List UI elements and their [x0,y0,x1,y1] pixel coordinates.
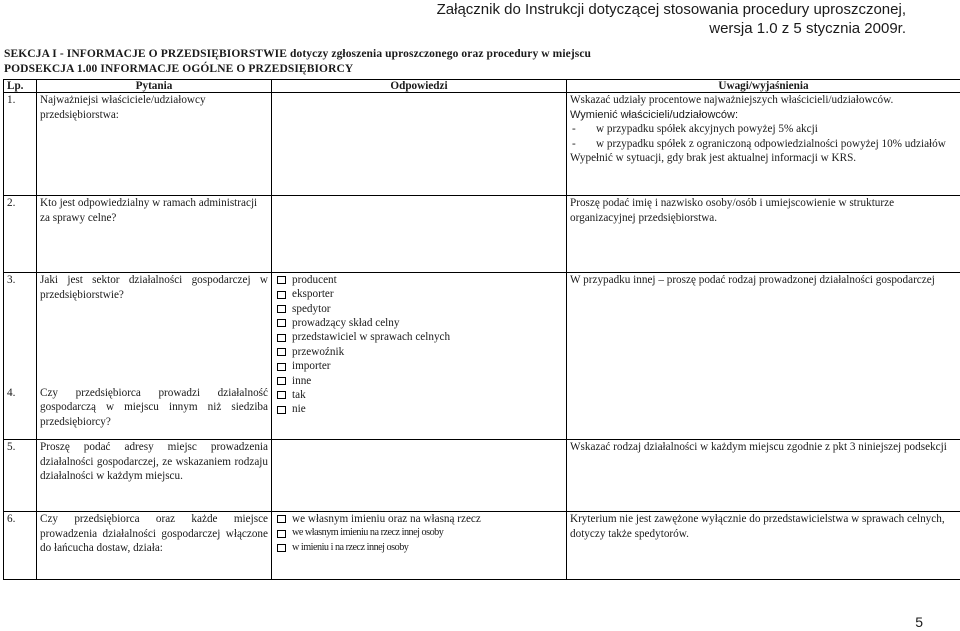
checkbox-option[interactable] [275,316,563,330]
checkbox-option[interactable] [275,512,563,526]
option-label: we własnym imieniu na rzecz innej osoby [292,527,444,539]
option-label: inne [292,374,312,387]
option-label: we własnym imieniu oraz na własną rzecz [292,512,481,525]
checkbox-option[interactable] [275,345,563,359]
option-label: przewoźnik [292,345,345,358]
checkbox-icon[interactable] [277,377,286,385]
question-cell [37,440,272,512]
option-label: prowadzący skład celny [292,317,400,330]
table-row [4,273,960,386]
activity-options [275,512,563,555]
checkbox-icon[interactable] [277,348,286,356]
header-line-1: Załącznik do Instrukcji dotyczącej stosowania procedury uproszczonej, [436,1,906,18]
page-number: 5 [915,614,923,630]
row-number: 6. [4,512,37,580]
question-cell [37,512,272,580]
answer-cell[interactable] [272,196,567,273]
checkbox-icon[interactable] [277,334,286,342]
checkbox-option[interactable] [275,374,563,388]
questionnaire-table [3,79,960,580]
option-label: nie [292,403,306,416]
table-header-row [4,80,960,93]
checkbox-icon[interactable] [277,530,286,538]
checkbox-option[interactable] [275,541,563,555]
checkbox-option[interactable] [275,331,563,345]
subsection-title: PODSEKCJA 1.00 INFORMACJE OGÓLNE O PRZEDSIĘBIORCY [4,63,354,75]
checkbox-icon[interactable] [277,515,286,523]
notes-cell [567,440,960,512]
row-number: 3. [4,273,37,386]
question-text: Proszę podać adresy miejsc prowadzenia działalności gospodarczej, ze wskazaniem rodzaju działalności w każdym miejscu. [40,441,268,483]
option-label: eksporter [292,288,334,301]
checkbox-icon[interactable] [277,544,286,552]
col-header-lp: Lp. [4,80,37,93]
table-row [4,93,960,196]
option-label: tak [292,389,306,402]
answer-cell[interactable] [272,440,567,512]
notes-cell [567,93,960,196]
note-bullet-text: w przypadku spółek z ograniczoną odpowiedzialności powyżej 10% udziałów [596,137,946,150]
row-number: 1. [4,93,37,196]
checkbox-option[interactable] [275,388,563,402]
checkbox-option[interactable] [275,526,563,540]
row-number: 5. [4,440,37,512]
document-header [437,0,906,38]
note-bullet-text: w przypadku spółek akcyjnych powyżej 5% akcji [596,123,818,136]
option-label: w imieniu i na rzecz innej osoby [292,541,409,553]
note-line: Wypełnić w sytuacji, gdy brak jest aktualnej informacji w KRS. [570,152,857,165]
table-row [4,440,960,512]
question-text: Najważniejsi właściciele/udziałowcy przedsiębiorstwa: [40,94,206,121]
question-text: Kto jest odpowiedzialny w ramach administracji za sprawy celne? [40,197,258,224]
checkbox-icon[interactable] [277,406,286,414]
question-cell [37,196,272,273]
note-bullet: - w przypadku spółek z ograniczoną odpowiedzialności powyżej 10% udziałów [572,137,946,150]
note-text: W przypadku innej – proszę podać rodzaj prowadzonej działalności gospodarczej [570,274,935,286]
row-number: 4. [4,386,37,440]
checkbox-icon[interactable] [277,305,286,313]
question-cell [37,273,272,386]
notes-cell [567,273,960,440]
checkbox-option[interactable] [275,287,563,301]
checkbox-icon[interactable] [277,276,286,284]
checkbox-icon[interactable] [277,319,286,327]
checkbox-option[interactable] [275,359,563,373]
notes-cell [567,196,960,273]
col-header-questions: Pytania [37,80,272,93]
checkbox-icon[interactable] [277,291,286,299]
note-line: Wymienić właścicieli/udziałowców: [570,108,739,121]
table-row [4,512,960,580]
question-text: Jaki jest sektor działalności gospodarczej w przedsiębiorstwie? [40,274,268,301]
question-text: Czy przedsiębiorca oraz każde miejsce prowadzenia działalności gospodarczej włączone do łańcucha dostaw, działa: [40,513,268,555]
notes-cell [567,512,960,580]
note-line: Wskazać udziały procentowe najważniejszych właścicieli/udziałowców. [570,94,894,106]
checkbox-icon[interactable] [277,391,286,399]
answer-cell[interactable] [272,93,567,196]
section-title: SEKCJA I - INFORMACJE O PRZEDSIĘBIORSTWIE dotyczy zgłoszenia uproszczonego oraz procedury w miejscu [4,48,592,60]
question-text: Czy przedsiębiorca prowadzi działalność gospodarczą w miejscu innym niż siedziba przedsiębiorcy? [40,386,268,428]
sector-options [275,273,563,417]
option-label: spedytor [292,302,331,315]
option-label: producent [292,273,337,286]
checkbox-option[interactable] [275,273,563,287]
col-header-answers: Odpowiedzi [272,80,567,93]
question-cell [37,386,272,440]
row-number: 2. [4,196,37,273]
table-row [4,196,960,273]
option-label: importer [292,360,331,373]
checkbox-option[interactable] [275,403,563,417]
col-header-notes: Uwagi/wyjaśnienia [567,80,960,93]
question-cell [37,93,272,196]
note-text: Wskazać rodzaj działalności w każdym miejscu zgodnie z pkt 3 niniejszej podsekcji [570,441,947,453]
note-text: Kryterium nie jest zawężone wyłącznie do przedstawicielstwa w sprawach celnych, dotyczy także spedytorów. [570,513,945,540]
answer-cell [272,273,567,440]
note-text: Proszę podać imię i nazwisko osoby/osób i umiejscowienie w strukturze organizacyjnej przedsiębiorstwa. [570,197,895,224]
header-line-2: wersja 1.0 z 5 stycznia 2009r. [709,20,906,37]
option-label: przedstawiciel w sprawach celnych [292,331,451,344]
checkbox-option[interactable] [275,302,563,316]
checkbox-icon[interactable] [277,363,286,371]
answer-cell [272,512,567,580]
note-bullet: - w przypadku spółek akcyjnych powyżej 5% akcji [572,123,818,136]
